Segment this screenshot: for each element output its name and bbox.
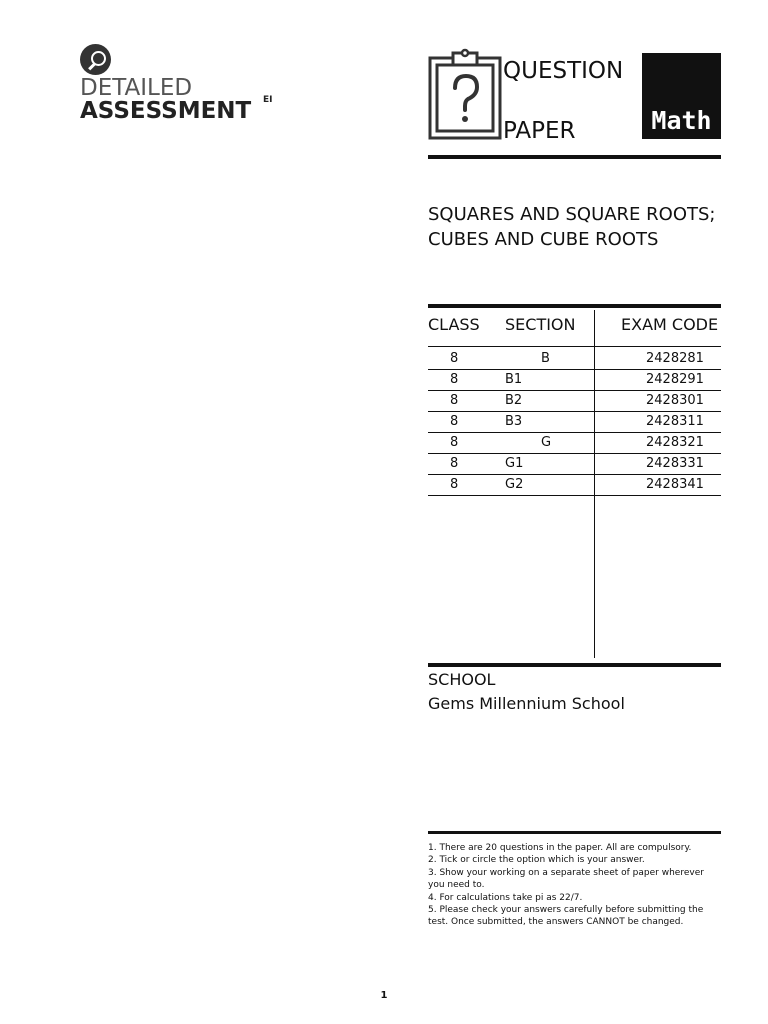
section-cell: B1	[505, 372, 523, 387]
detailed-assessment-logo	[80, 44, 280, 128]
exam-code-cell: 2428291	[646, 372, 704, 387]
class-cell: 8	[450, 456, 459, 471]
instruction-item: 5. Please check your answers carefully before submitting the test. Once submitted, the answers CANNOT be changed.	[428, 905, 704, 928]
instruction-item: 4. For calculations take pi as 22/7.	[428, 892, 583, 903]
subject-badge	[642, 53, 721, 139]
class-cell: 8	[450, 435, 459, 450]
clipboard-question-icon	[428, 48, 502, 140]
exam-code-cell: 2428321	[646, 435, 704, 450]
logo-ei-mark: EI	[263, 95, 273, 105]
page-number: 1	[380, 990, 388, 1001]
table-row	[428, 348, 721, 370]
table-row	[428, 369, 721, 391]
class-cell: 8	[450, 393, 459, 408]
table-row	[428, 474, 721, 496]
class-cell: 8	[450, 477, 459, 492]
instruction-item: 1. There are 20 questions in the paper. All are compulsory.	[428, 843, 692, 853]
section-cell: G2	[505, 477, 524, 492]
header-divider	[428, 155, 721, 159]
exam-code-cell: 2428331	[646, 456, 704, 471]
table-row	[428, 453, 721, 475]
table-row	[428, 411, 721, 433]
section-cell: B2	[505, 393, 523, 408]
table-row	[428, 390, 721, 412]
class-cell: 8	[450, 414, 459, 429]
class-cell: 8	[450, 372, 459, 387]
school-label: SCHOOL	[428, 670, 496, 689]
exam-code-cell: 2428281	[646, 351, 704, 366]
doc-type-line2: PAPER	[503, 118, 576, 144]
subject-label: Math	[651, 106, 712, 135]
topic-title: SQUARES AND SQUARE ROOTS; CUBES AND CUBE ROOTS	[428, 204, 716, 250]
logo-text-line1: DETAILED	[80, 75, 193, 101]
logo-text-line2: ASSESSMENT	[80, 98, 252, 124]
column-header-exam-code: EXAM CODE	[621, 315, 719, 334]
exam-code-cell: 2428341	[646, 477, 704, 492]
section-cell: G	[541, 435, 552, 450]
magnifier-icon	[80, 44, 111, 75]
table-top-divider	[428, 304, 721, 308]
table-row	[428, 432, 721, 454]
column-header-section: SECTION	[505, 315, 576, 334]
instructions-divider	[428, 831, 721, 834]
table-header-rule	[428, 346, 721, 347]
instructions-list	[428, 842, 720, 929]
doc-type-line1: QUESTION	[503, 58, 624, 84]
section-cell: G1	[505, 456, 524, 471]
class-cell: 8	[450, 351, 459, 366]
instruction-item: 2. Tick or circle the option which is your answer.	[428, 855, 645, 866]
school-divider	[428, 663, 721, 667]
exam-code-cell: 2428301	[646, 393, 704, 408]
section-cell: B3	[505, 414, 523, 429]
school-name: Gems Millennium School	[428, 694, 625, 713]
instruction-item: 3. Show your working on a separate sheet of paper wherever you need to.	[428, 867, 704, 891]
section-cell: B	[541, 351, 550, 366]
exam-code-cell: 2428311	[646, 414, 704, 429]
column-header-class: CLASS	[428, 315, 480, 334]
